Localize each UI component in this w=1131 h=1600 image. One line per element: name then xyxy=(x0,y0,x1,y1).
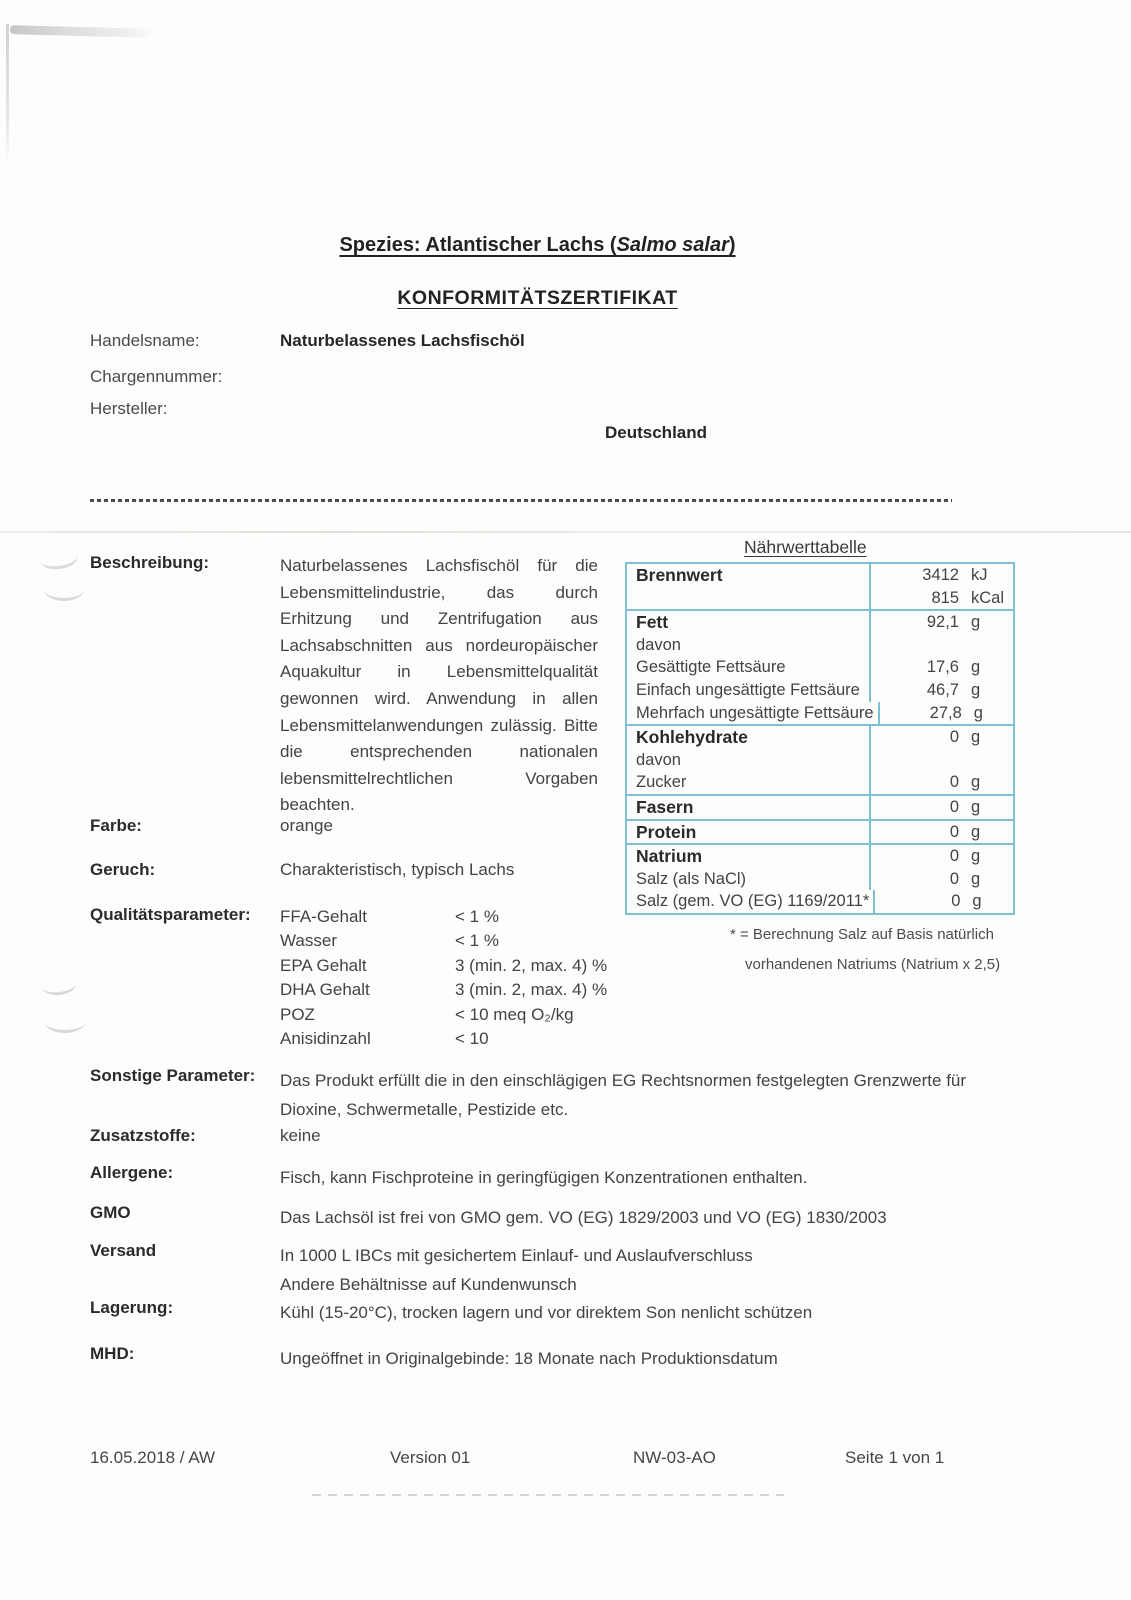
text-beschreibung: Naturbelassenes Lachsfischöl für die Lebensmittelindustrie, das durch Erhitzung und Zentrifugation aus Lachsabschnitten aus nordeuropäischer Aquakultur in Lebensmittelqualität gewonnen wird. Anwendung in allen Lebensmittelanwendungen zulässig. Bitte die entsprechenden nationalen lebensmittelrechtlichen Vorgaben beachten. xyxy=(280,556,598,815)
label-lagerung: Lagerung: xyxy=(90,1298,174,1317)
nutrition-unit: g xyxy=(971,797,981,816)
nutrition-label xyxy=(627,587,871,610)
value-zusatzstoffe: keine xyxy=(280,1126,321,1145)
value-geruch: Charakteristisch, typisch Lachs xyxy=(280,860,515,879)
footer-date: 16.05.2018 / AW xyxy=(90,1448,216,1467)
scan-artifact-arc xyxy=(39,545,80,571)
nutrition-row xyxy=(627,771,1013,794)
quality-param-row xyxy=(280,905,607,929)
value-lagerung: Kühl (15-20°C), trocken lagern und vor direktem Son nenlicht schützen xyxy=(280,1303,813,1322)
nutrition-footnote-line1: * = Berechnung Salz auf Basis natürlich xyxy=(730,926,994,943)
label-geruch: Geruch: xyxy=(90,860,156,879)
nutrition-label: Einfach ungesättigte Fettsäure xyxy=(627,679,871,702)
scan-artifact-footer-dashes xyxy=(312,1494,784,1496)
field-hersteller xyxy=(90,399,167,419)
nutrition-row xyxy=(627,634,1013,657)
nutrition-row xyxy=(627,564,1013,587)
nutrition-group-fett xyxy=(627,609,1013,724)
label-sonstige-parameter: Sonstige Parameter: xyxy=(90,1066,256,1085)
nutrition-value: 0 xyxy=(949,728,959,747)
nutrition-value: 0 xyxy=(949,869,959,888)
nutrition-row xyxy=(627,656,1013,679)
footer-page-number: Seite 1 von 1 xyxy=(845,1448,945,1467)
nutrition-row xyxy=(627,702,1013,725)
nutrition-value: 0 xyxy=(949,797,959,816)
field-handelsname xyxy=(90,331,525,351)
nutrition-label: Salz (gem. VO (EG) 1169/2011* xyxy=(627,890,875,913)
nutrition-footnote-line2: vorhandenen Natriums (Natrium x 2,5) xyxy=(745,956,1001,973)
nutrition-unit: g xyxy=(972,892,982,911)
value-farbe: orange xyxy=(280,816,333,835)
quality-param-row xyxy=(280,954,607,978)
field-label: Chargennummer: xyxy=(90,367,223,386)
nutrition-label: Natrium xyxy=(627,845,871,868)
label-mhd: MHD: xyxy=(90,1344,135,1363)
label-gmo: GMO xyxy=(90,1203,131,1222)
param-name: DHA Gehalt xyxy=(280,980,370,1000)
nutrition-row xyxy=(627,726,1013,749)
nutrition-label: Salz (als NaCl) xyxy=(627,868,871,891)
nutrition-table-caption: Nährwerttabelle xyxy=(744,537,867,557)
nutrition-row xyxy=(627,679,1013,702)
species-title xyxy=(0,234,1075,257)
nutrition-value: 0 xyxy=(949,847,959,866)
text-sonstige-parameter: Das Produkt erfüllt die in den einschlägigen EG Rechtsnormen festgelegten Grenzwerte für Dioxine, Schwermetalle, Pestizide etc. xyxy=(280,1071,967,1119)
nutrition-label: davon xyxy=(627,634,871,657)
nutrition-value: 27,8 xyxy=(929,703,962,722)
nutrition-unit: g xyxy=(971,869,981,888)
nutrition-row xyxy=(627,611,1013,634)
quality-param-row xyxy=(280,1027,607,1051)
nutrition-value: 92,1 xyxy=(926,613,959,632)
quality-param-row xyxy=(280,929,607,953)
nutrition-unit: g xyxy=(971,822,981,841)
versand-line1: In 1000 L IBCs mit gesichertem Einlauf- und Auslaufverschluss xyxy=(280,1246,753,1265)
param-name: FFA-Gehalt xyxy=(280,907,367,926)
param-name: Anisidinzahl xyxy=(280,1029,371,1049)
value-allergene: Fisch, kann Fischproteine in geringfügigen Konzentrationen enthalten. xyxy=(280,1168,808,1187)
quality-param-row xyxy=(280,1003,607,1027)
nutrition-label: Mehrfach ungesättigte Fettsäure xyxy=(627,702,880,725)
value-versand xyxy=(280,1241,995,1299)
param-name: POZ xyxy=(280,1004,315,1024)
species-title-prefix: Spezies: Atlantischer Lachs ( xyxy=(339,234,617,256)
param-name: EPA Gehalt xyxy=(280,955,367,975)
nutrition-unit: g xyxy=(973,703,983,722)
nutrition-row xyxy=(627,890,1013,913)
scan-artifact-arc xyxy=(44,578,84,601)
field-label: Hersteller: xyxy=(90,399,168,418)
param-value: 3 (min. 2, max. 4) % xyxy=(455,955,608,975)
value-gmo: Das Lachsöl ist frei von GMO gem. VO (EG) 1829/2003 und VO (EG) 1830/2003 xyxy=(280,1208,887,1227)
nutrition-row xyxy=(627,796,1013,819)
nutrition-unit: g xyxy=(971,773,981,792)
nutrition-unit: g xyxy=(971,658,981,677)
nutrition-value: 17,6 xyxy=(926,658,959,677)
label-qualitaetsparameter: Qualitätsparameter: xyxy=(90,905,251,924)
param-value: < 10 meq O₂/kg xyxy=(455,1004,574,1024)
country-label: Deutschland xyxy=(605,423,708,442)
nutrition-row xyxy=(627,821,1013,844)
nutrition-label: Kohlehydrate xyxy=(627,726,871,749)
param-value: 3 (min. 2, max. 4) % xyxy=(455,980,608,1000)
nutrition-group-protein xyxy=(627,819,1013,844)
nutrition-row xyxy=(627,868,1013,891)
nutrition-label: davon xyxy=(627,749,871,772)
label-versand: Versand xyxy=(90,1241,157,1260)
label-farbe: Farbe: xyxy=(90,816,142,835)
nutrition-value: 0 xyxy=(949,822,959,841)
nutrition-unit: kCal xyxy=(971,588,1005,607)
nutrition-label: Gesättigte Fettsäure xyxy=(627,656,871,679)
label-beschreibung: Beschreibung: xyxy=(90,553,210,572)
nutrition-label: Brennwert xyxy=(627,564,871,587)
nutrition-label: Fasern xyxy=(627,796,871,819)
param-value: < 1 % xyxy=(455,931,499,951)
nutrition-group-kohlehydrate xyxy=(627,724,1013,794)
footer-version: Version 01 xyxy=(390,1448,471,1467)
nutrition-value: 0 xyxy=(951,892,961,911)
nutrition-unit xyxy=(959,634,1013,657)
param-value: < 1 % xyxy=(455,907,499,926)
nutrition-label: Fett xyxy=(627,611,871,634)
nutrition-row xyxy=(627,587,1013,610)
nutrition-unit: g xyxy=(971,847,981,866)
species-latin-name: Salmo salar xyxy=(616,234,729,256)
label-zusatzstoffe: Zusatzstoffe: xyxy=(90,1126,196,1145)
field-label: Handelsname: xyxy=(90,331,200,350)
nutrition-label: Protein xyxy=(627,821,871,844)
certificate-title: KONFORMITÄTSZERTIFIKAT xyxy=(397,287,678,309)
param-name: Wasser xyxy=(280,931,337,951)
nutrition-row xyxy=(627,845,1013,868)
nutrition-unit: g xyxy=(971,613,981,632)
field-chargennummer xyxy=(90,367,222,387)
nutrition-table xyxy=(625,562,1015,915)
dashed-separator xyxy=(90,499,952,502)
value-mhd: Ungeöffnet in Originalgebinde: 18 Monate nach Produktionsdatum xyxy=(280,1349,778,1368)
field-value: Naturbelassenes Lachsfischöl xyxy=(280,331,525,350)
scan-artifact-arc xyxy=(45,1012,85,1033)
nutrition-unit: g xyxy=(971,680,981,699)
nutrition-row xyxy=(627,749,1013,772)
scan-artifact-foldline xyxy=(0,531,1131,533)
scan-artifact-arc xyxy=(41,974,77,996)
versand-line2: Andere Behältnisse auf Kundenwunsch xyxy=(280,1275,577,1294)
nutrition-unit: g xyxy=(971,728,981,747)
nutrition-group-brennwert xyxy=(627,564,1013,609)
nutrition-value xyxy=(871,634,959,657)
nutrition-value: 46,7 xyxy=(926,680,959,699)
species-title-suffix: ) xyxy=(728,234,736,256)
nutrition-unit: kJ xyxy=(971,566,988,584)
nutrition-group-natrium xyxy=(627,843,1013,913)
quality-param-row xyxy=(280,978,607,1002)
scan-artifact-corner-edge xyxy=(6,24,9,164)
nutrition-value: 3412 xyxy=(922,566,959,584)
param-value: < 10 xyxy=(455,1029,489,1049)
label-allergene: Allergene: xyxy=(90,1163,174,1182)
nutrition-value xyxy=(871,749,959,772)
scan-artifact-corner-streak xyxy=(10,25,155,38)
nutrition-value: 0 xyxy=(949,773,959,792)
nutrition-unit xyxy=(959,749,1013,772)
nutrition-group-fasern xyxy=(627,794,1013,819)
footer-doc-code: NW-03-AO xyxy=(633,1448,716,1467)
nutrition-value: 815 xyxy=(931,588,959,607)
quality-parameters-list xyxy=(280,905,607,1051)
nutrition-label: Zucker xyxy=(627,771,871,794)
